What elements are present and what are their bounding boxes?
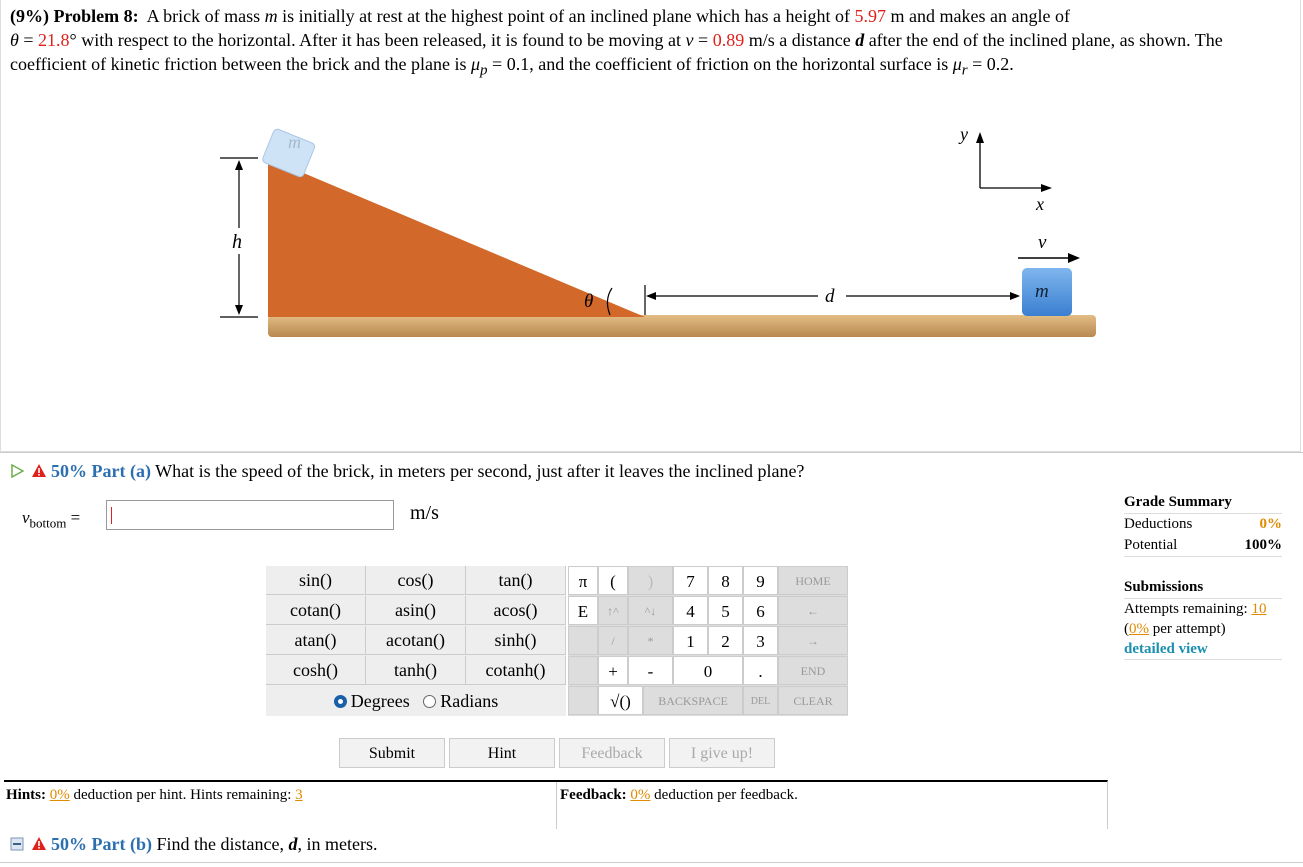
part-b-question: Find the distance, <box>156 834 284 854</box>
expand-arrow-icon[interactable] <box>10 464 24 478</box>
deductions-row: Deductions 0% <box>1124 516 1282 532</box>
cotanh-button[interactable]: cotanh() <box>466 656 566 685</box>
cotan-button[interactable]: cotan() <box>266 596 366 625</box>
detailed-view-link[interactable]: detailed view <box>1124 639 1282 660</box>
bar-divider <box>556 782 557 829</box>
give-up-button[interactable]: I give up! <box>669 738 775 768</box>
del-key[interactable]: DEL <box>743 686 778 715</box>
block-label-top: m <box>288 132 301 152</box>
divide-key[interactable]: / <box>598 626 628 655</box>
radio-empty-icon <box>423 695 436 708</box>
sinh-button[interactable]: sinh() <box>466 626 566 655</box>
e-key[interactable]: E <box>568 596 598 625</box>
submissions-title: Submissions <box>1124 577 1282 599</box>
distance-label: d <box>825 286 835 307</box>
plus-key[interactable]: + <box>598 656 628 685</box>
acotan-button[interactable]: acotan() <box>366 626 466 655</box>
warning-icon <box>31 836 47 851</box>
hints-feedback-bar <box>4 780 1108 829</box>
exp-down-key[interactable]: ^↓ <box>628 596 673 625</box>
atan-button[interactable]: atan() <box>266 626 366 655</box>
part-b-percent: 50% Part (b) <box>51 834 152 854</box>
grade-summary <box>1124 492 1282 660</box>
radio-selected-icon <box>334 695 347 708</box>
cos-button[interactable]: cos() <box>366 566 466 595</box>
key-6[interactable]: 6 <box>743 596 778 625</box>
potential-row: Potential 100% <box>1124 535 1282 557</box>
warning-icon <box>31 463 47 478</box>
dot-key[interactable]: . <box>743 656 778 685</box>
axes-icon <box>976 132 1052 192</box>
answer-input[interactable] <box>106 500 394 530</box>
blank-key <box>568 626 598 655</box>
left-key[interactable]: ← <box>778 596 848 625</box>
rparen-key[interactable]: ) <box>628 566 673 595</box>
part-a-question: What is the speed of the brick, in meters per second, just after it leaves the inclined plane? <box>155 461 805 481</box>
velocity-arrow <box>1018 253 1080 263</box>
home-key[interactable]: HOME <box>778 566 848 595</box>
key-2[interactable]: 2 <box>708 626 743 655</box>
degrees-radio[interactable]: Degrees <box>334 691 410 711</box>
lparen-key[interactable]: ( <box>598 566 628 595</box>
right-key[interactable]: → <box>778 626 848 655</box>
number-pad <box>568 566 848 716</box>
backspace-key[interactable]: BACKSPACE <box>643 686 743 715</box>
answer-unit: m/s <box>410 502 439 524</box>
attempts-info: Attempts remaining: 10 (0% per attempt) <box>1124 601 1267 637</box>
text-caret <box>111 507 112 524</box>
x-axis-label: x <box>1036 194 1044 214</box>
incline-figure <box>200 110 1120 350</box>
hint-button[interactable]: Hint <box>449 738 555 768</box>
y-axis-label: y <box>960 124 968 144</box>
key-8[interactable]: 8 <box>708 566 743 595</box>
cosh-button[interactable]: cosh() <box>266 656 366 685</box>
blank-key <box>568 656 598 685</box>
part-b-header: 50% Part (b) Find the distance, d, in meters. <box>10 834 377 855</box>
angle-mode <box>266 686 566 716</box>
end-key[interactable]: END <box>778 656 848 685</box>
divider <box>0 452 1303 453</box>
multiply-key[interactable]: * <box>628 626 673 655</box>
key-3[interactable]: 3 <box>743 626 778 655</box>
key-1[interactable]: 1 <box>673 626 708 655</box>
feedback-info: Feedback: 0% deduction per feedback. <box>560 787 798 803</box>
part-a-percent: 50% Part (a) <box>51 461 151 481</box>
hints-info: Hints: 0% deduction per hint. Hints remaining: 3 <box>6 787 303 803</box>
tan-button[interactable]: tan() <box>466 566 566 595</box>
sin-button[interactable]: sin() <box>266 566 366 595</box>
asin-button[interactable]: asin() <box>366 596 466 625</box>
grade-title: Grade Summary <box>1124 492 1282 514</box>
ground <box>268 315 1096 337</box>
collapse-icon[interactable] <box>10 837 24 851</box>
tanh-button[interactable]: tanh() <box>366 656 466 685</box>
height-label: h <box>232 231 242 253</box>
submit-button[interactable]: Submit <box>339 738 445 768</box>
key-0[interactable]: 0 <box>673 656 743 685</box>
sqrt-key[interactable]: √() <box>598 686 643 715</box>
key-4[interactable]: 4 <box>673 596 708 625</box>
blank-key <box>568 686 598 715</box>
acos-button[interactable]: acos() <box>466 596 566 625</box>
radians-radio[interactable]: Radians <box>423 691 498 711</box>
angle-label: θ <box>584 291 594 312</box>
key-7[interactable]: 7 <box>673 566 708 595</box>
pi-key[interactable]: π <box>568 566 598 595</box>
problem-statement: (9%) Problem 8: A brick of mass m is initially at rest at the highest point of an inclined plane which has a height of 5.97 m and makes an angle of θ = 21.8° with respect to the horizontal. After it has been released, it is found to be moving at v = 0.89 m/s a distance d after the end of the inclined plane, as shown. The coefficient of kinetic friction between the brick and the plane is $\mu_p = 0.1$, and the coefficient of friction on the horizontal surface is $\mu_r = 0.2$. <box>10 6 1223 79</box>
part-a-header <box>10 461 804 482</box>
clear-key[interactable]: CLEAR <box>778 686 848 715</box>
block-label-bottom: m <box>1035 281 1049 302</box>
key-5[interactable]: 5 <box>708 596 743 625</box>
exp-up-key[interactable]: ↑^ <box>598 596 628 625</box>
minus-key[interactable]: - <box>628 656 673 685</box>
feedback-button[interactable]: Feedback <box>559 738 665 768</box>
bottom-divider <box>0 862 1303 863</box>
velocity-label: v <box>1038 232 1047 253</box>
answer-variable: $v_{bottom}$ = <box>22 508 81 531</box>
key-9[interactable]: 9 <box>743 566 778 595</box>
function-pad <box>266 566 566 716</box>
